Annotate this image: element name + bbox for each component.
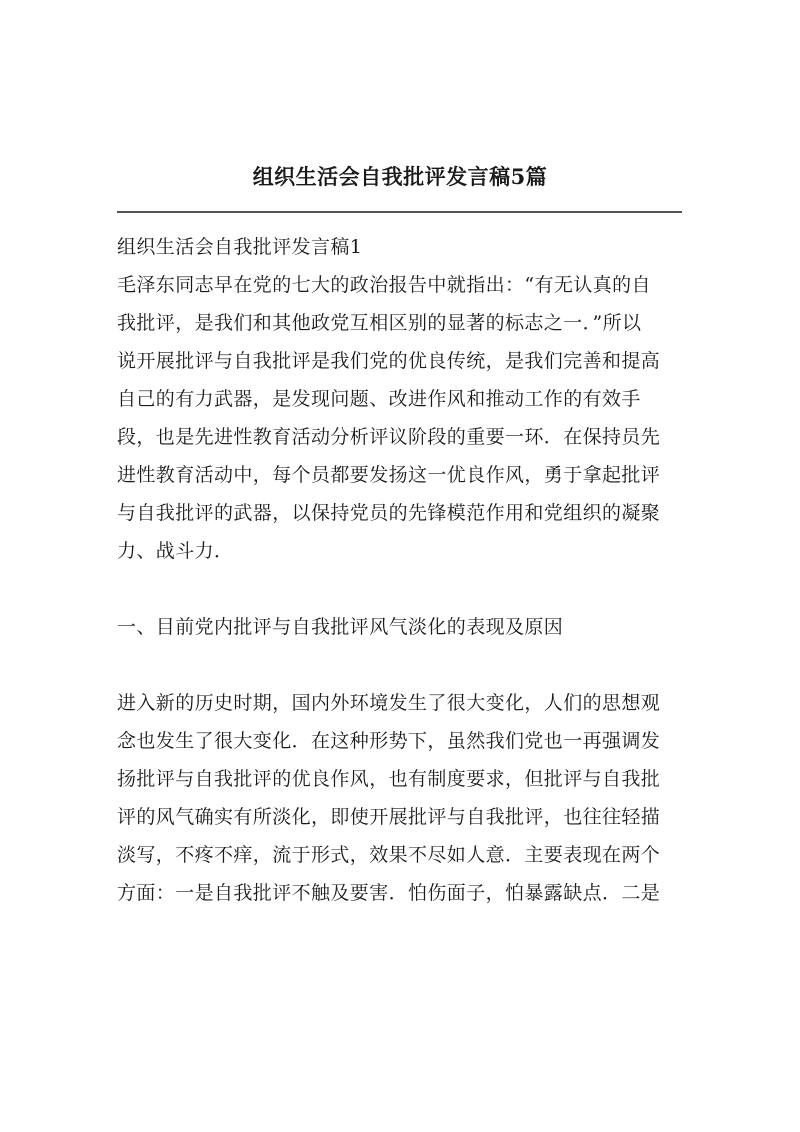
paragraph-line: 进性教育活动中，每个员都要发扬这一优良作风，勇于拿起批评 — [117, 464, 661, 486]
paragraph-line: 方面：一是自我批评不触及要害．怕伤面子，怕暴露缺点．二是 — [117, 882, 661, 904]
blank-line — [117, 646, 717, 684]
paragraph-line: 段，也是先进性教育活动分析评议阶段的重要一环．在保持员先 — [117, 426, 661, 448]
paragraph-line: 我批评，是我们和其他政党互相区别的显著的标志之一．”所以 — [117, 312, 642, 334]
document-title: 组织生活会自我批评发言稿5篇 — [252, 164, 548, 189]
paragraph-2 — [117, 684, 717, 912]
paragraph-line: 评的风气确实有所淡化，即使开展批评与自我批评，也往往轻描 — [117, 806, 661, 828]
blank-line — [117, 570, 717, 608]
paragraph-line: 念也发生了很大变化．在这种形势下，虽然我们党也一再强调发 — [117, 730, 661, 752]
paragraph-line: 说开展批评与自我批评是我们党的优良传统，是我们完善和提高 — [117, 350, 661, 372]
paragraph-line: 扬批评与自我批评的优良作风，也有制度要求，但批评与自我批 — [117, 768, 661, 790]
paragraph-line: 进入新的历史时期，国内外环境发生了很大变化，人们的思想观 — [117, 692, 661, 714]
paragraph-1 — [117, 266, 717, 570]
title-divider — [117, 211, 682, 213]
paragraph-line: 淡写，不疼不痒，流于形式，效果不尽如人意．主要表现在两个 — [117, 844, 661, 866]
section-subtitle: 组织生活会自我批评发言稿1 — [117, 236, 363, 258]
paragraph-line: 毛泽东同志早在党的七大的政治报告中就指出：“有无认真的自 — [117, 274, 651, 296]
paragraph-line: 与自我批评的武器，以保持党员的先锋模范作用和党组织的凝聚 — [117, 502, 661, 524]
paragraph-line: 自己的有力武器，是发现问题、改进作风和推动工作的有效手 — [117, 388, 641, 410]
document-body — [117, 228, 717, 912]
paragraph-line: 力、战斗力． — [117, 540, 234, 562]
section-heading: 一、目前党内批评与自我批评风气淡化的表现及原因 — [117, 616, 564, 638]
